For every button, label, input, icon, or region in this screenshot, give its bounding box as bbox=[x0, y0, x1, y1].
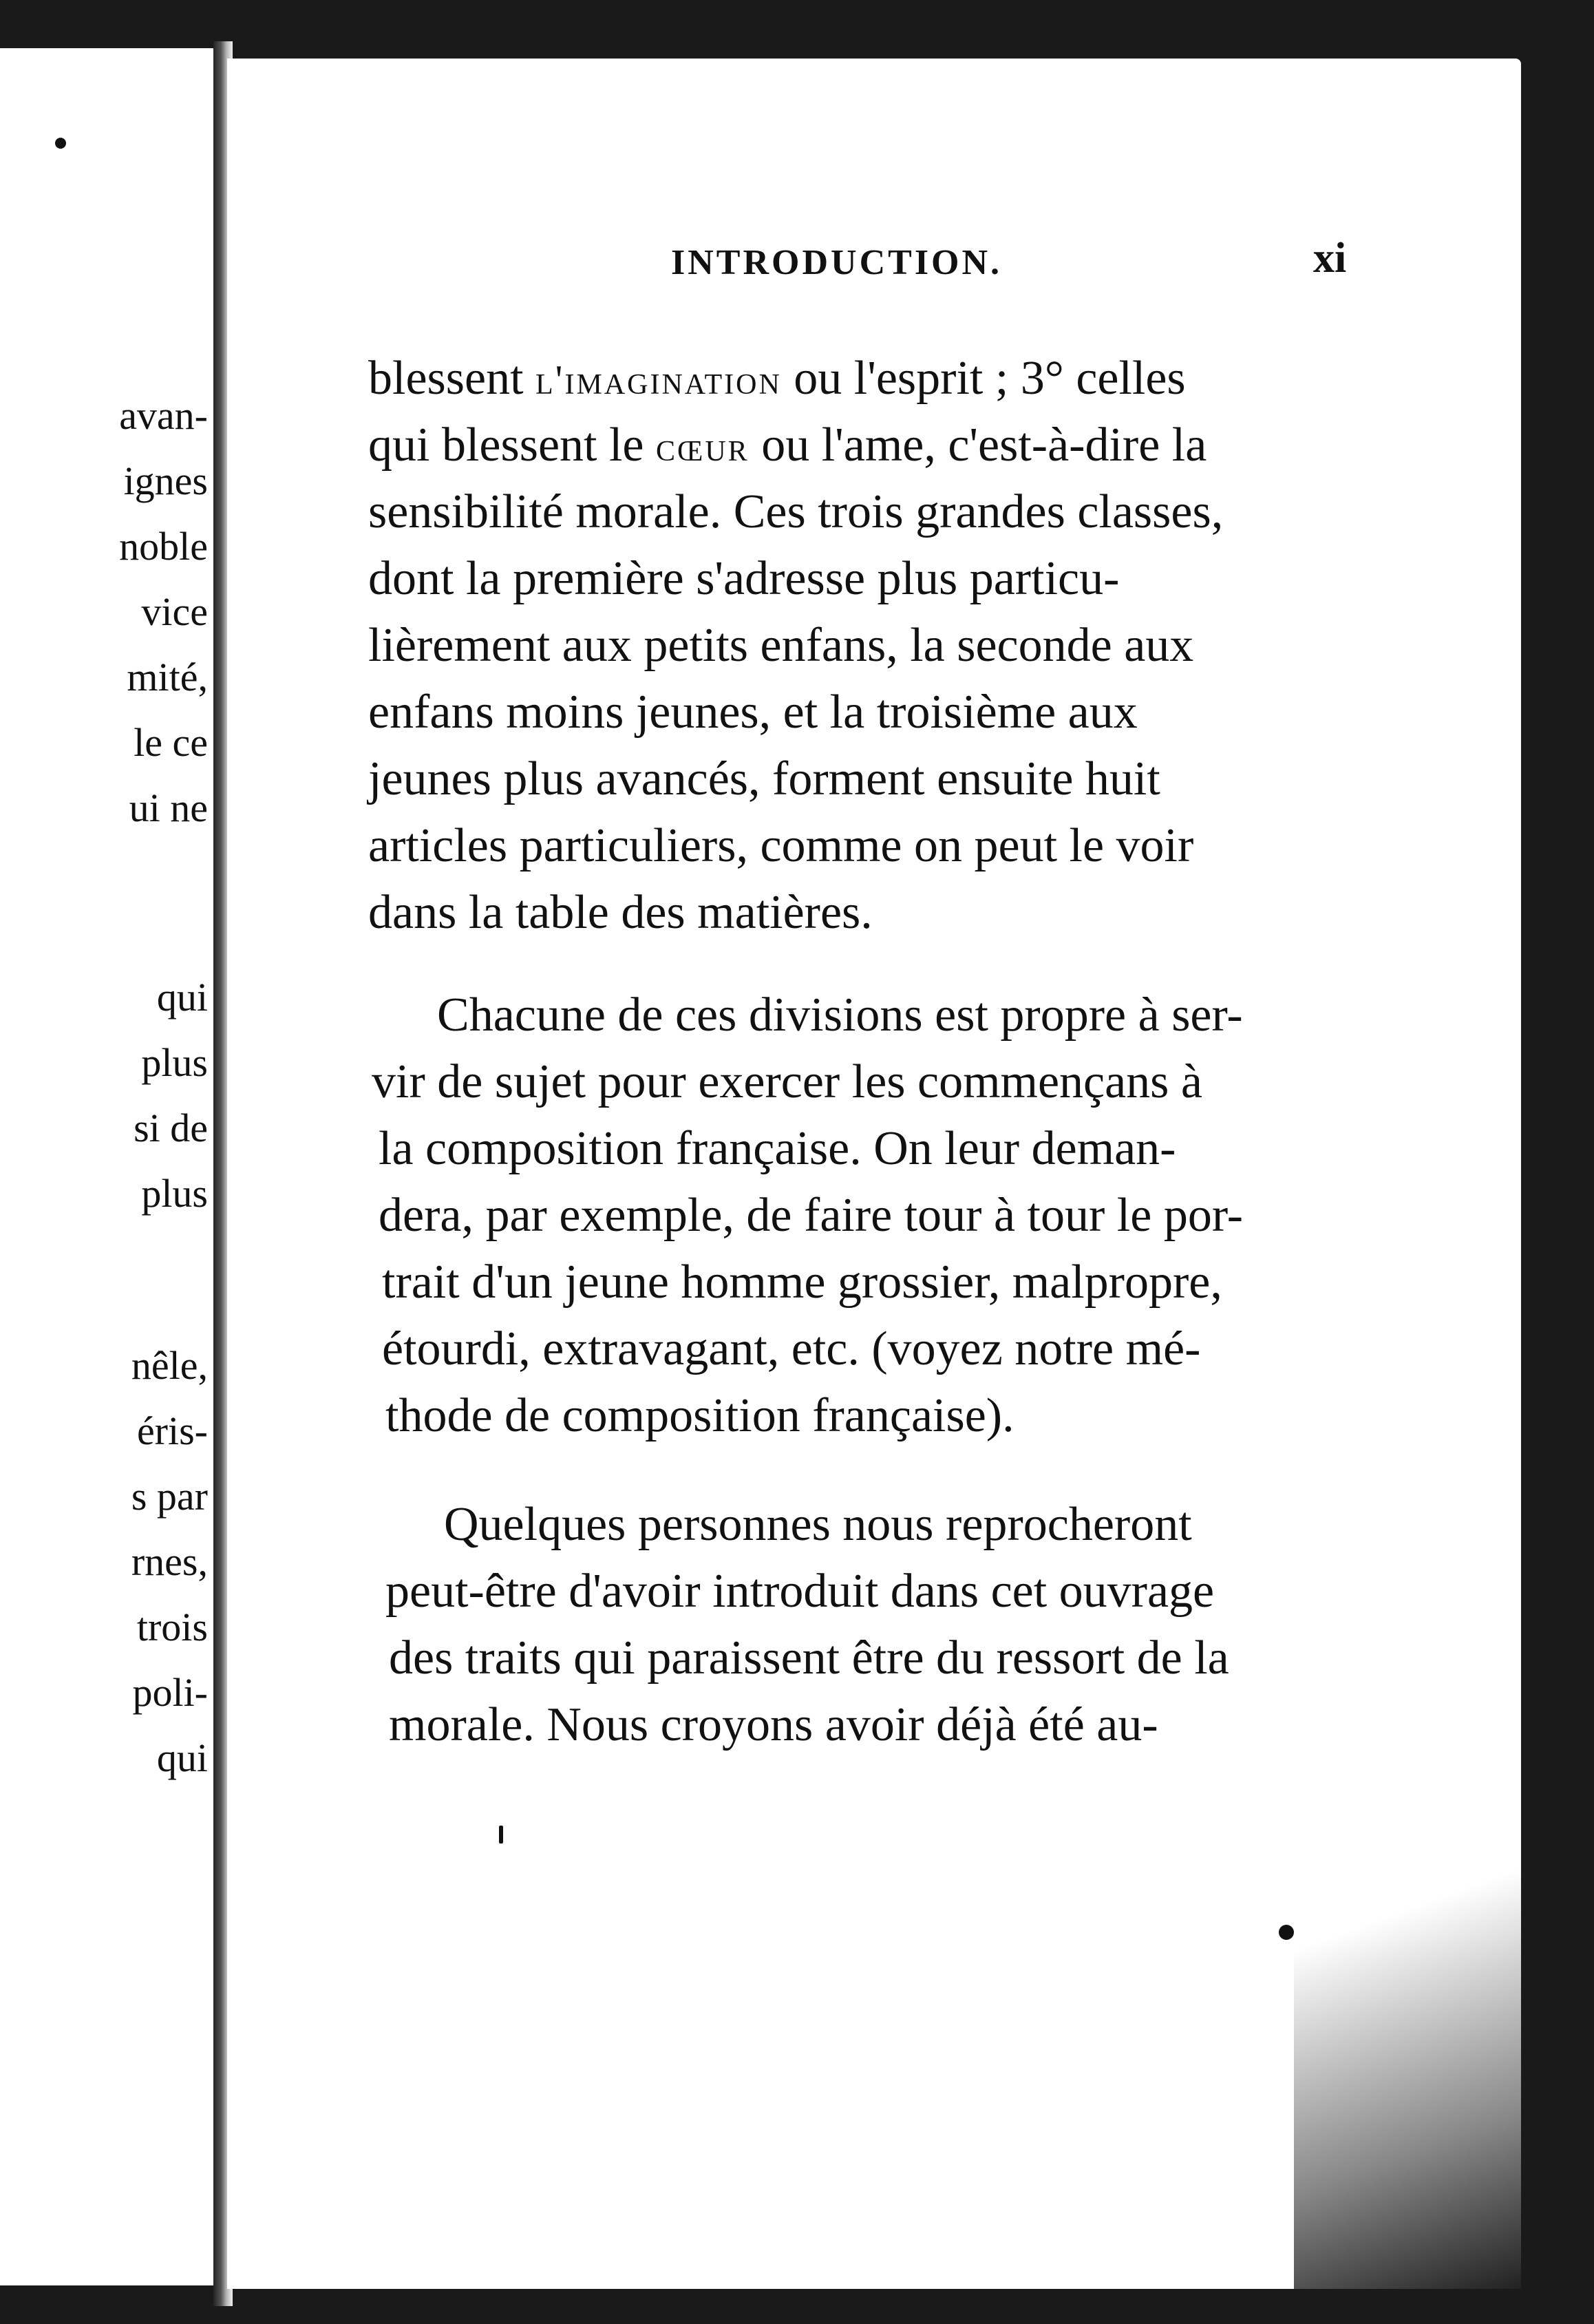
text-line: la composition française. On leur deman- bbox=[379, 1122, 1176, 1175]
previous-page-fragment: éris- bbox=[136, 1408, 208, 1453]
previous-page-fragment: si de bbox=[134, 1106, 208, 1150]
previous-page-fragment: rnes, bbox=[131, 1539, 208, 1584]
previous-page-fragment: noble bbox=[119, 524, 208, 569]
text-line: thode de composition française). bbox=[385, 1389, 1014, 1442]
previous-page-fragment: qui bbox=[156, 975, 208, 1020]
text-line: lièrement aux petits enfans, la seconde aux bbox=[368, 619, 1194, 672]
text-line: dera, par exemple, de faire tour à tour le por- bbox=[379, 1189, 1244, 1242]
text-line: trait d'un jeune homme grossier, malpropre, bbox=[382, 1256, 1222, 1309]
previous-page-fragment: ui ne bbox=[129, 785, 208, 830]
text-line: dans la table des matières. bbox=[368, 886, 873, 939]
previous-page-fragment: nêle, bbox=[131, 1343, 208, 1388]
previous-page-fragment: trois bbox=[136, 1605, 208, 1649]
text-line: étourdi, extravagant, etc. (voyez notre mé- bbox=[382, 1322, 1201, 1375]
page-number: xi bbox=[1313, 235, 1347, 282]
text-line: dont la première s'adresse plus particu- bbox=[368, 552, 1120, 605]
running-head: INTRODUCTION. bbox=[671, 243, 1003, 282]
text-line: morale. Nous croyons avoir déjà été au- bbox=[389, 1698, 1158, 1751]
text-line: peut-être d'avoir introduit dans cet ouvrage bbox=[385, 1565, 1215, 1618]
previous-page-fragment: poli- bbox=[132, 1670, 208, 1715]
previous-page-fragment: s par bbox=[131, 1474, 208, 1519]
worn-page-corner bbox=[1294, 1669, 1521, 2289]
text-line: enfans moins jeunes, et la troisième aux bbox=[368, 686, 1138, 739]
previous-page-edge bbox=[0, 48, 213, 2285]
previous-page-fragment: plus bbox=[141, 1040, 208, 1085]
text-line: Quelques personnes nous reprocheront bbox=[444, 1498, 1192, 1551]
ink-speck bbox=[1279, 1925, 1294, 1940]
text-line: articles particuliers, comme on peut le voir bbox=[368, 819, 1194, 872]
ink-speck bbox=[55, 138, 66, 149]
text-line: sensibilité morale. Ces trois grandes classes, bbox=[368, 485, 1224, 538]
previous-page-fragment: ignes bbox=[123, 458, 208, 503]
previous-page-fragment: mité, bbox=[127, 655, 208, 699]
previous-page-fragment: qui bbox=[156, 1735, 208, 1780]
text-line: des traits qui paraissent être du ressort de la bbox=[389, 1631, 1229, 1684]
previous-page-fragment: avan- bbox=[119, 393, 208, 438]
previous-page-fragment: le ce bbox=[134, 720, 208, 765]
previous-page-fragment: plus bbox=[141, 1171, 208, 1216]
text-line: vir de sujet pour exercer les commençans à bbox=[372, 1055, 1202, 1108]
text-line: jeunes plus avancés, forment ensuite huit bbox=[368, 752, 1160, 805]
text-line: Chacune de ces divisions est propre à ser- bbox=[437, 989, 1243, 1042]
text-line: blessent l'imagination ou l'esprit ; 3° celles bbox=[368, 352, 1186, 405]
small-caps-term: l'imagination bbox=[535, 357, 782, 403]
previous-page-fragment: vice bbox=[141, 589, 208, 634]
ink-speck bbox=[499, 1826, 503, 1844]
text-line: qui blessent le cœur ou l'ame, c'est-à-dire la bbox=[368, 419, 1207, 472]
small-caps-term: cœur bbox=[655, 424, 750, 469]
